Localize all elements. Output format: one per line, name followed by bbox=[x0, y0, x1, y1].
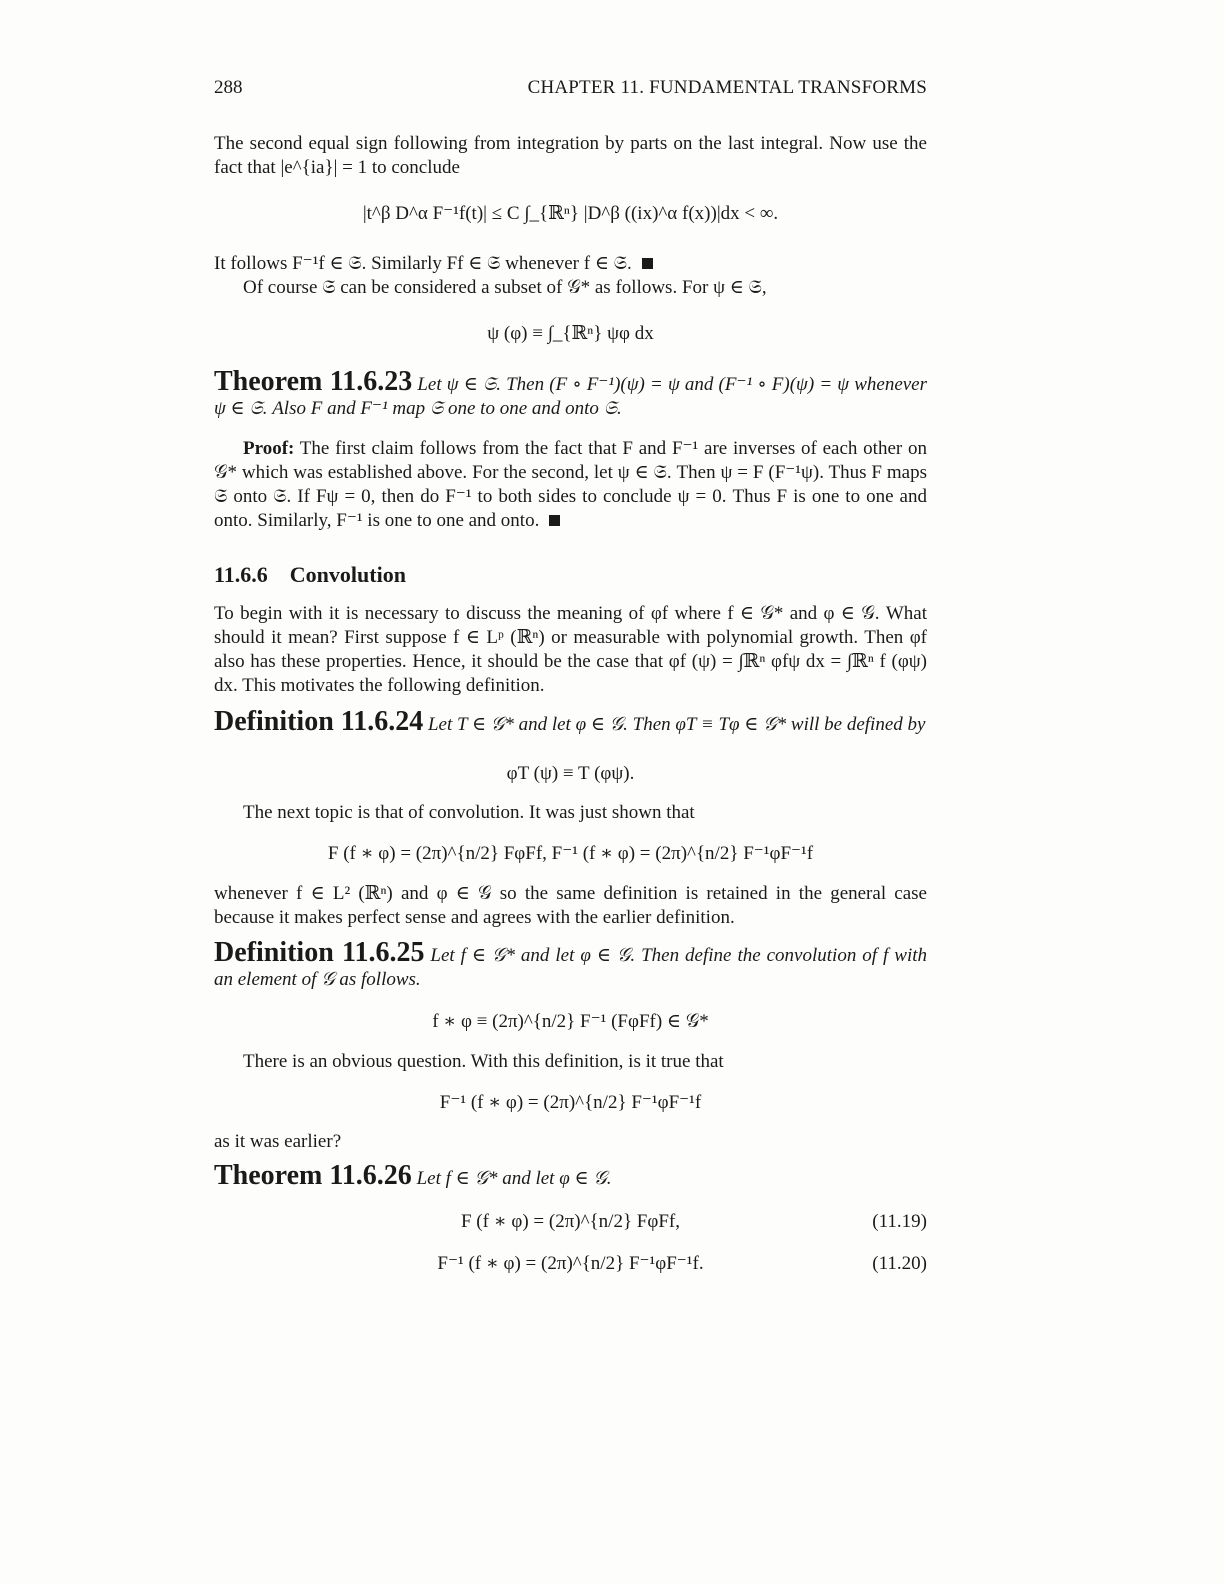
paragraph-subset: Of course 𝔖 can be considered a subset of 𝒢* as follows. For ψ ∈ 𝔖, bbox=[243, 277, 767, 298]
proof-block bbox=[214, 437, 927, 533]
theorem-label: Theorem 11.6.23 bbox=[214, 366, 413, 397]
section-title: Convolution bbox=[289, 562, 406, 587]
equation-psi-phi: ψ (φ) ≡ ∫_{ℝⁿ} ψφ dx bbox=[487, 323, 654, 344]
equation-bound: |t^β D^α F⁻¹f(t)| ≤ C ∫_{ℝⁿ} |D^β ((ix)^α f(x))|dx < ∞. bbox=[362, 203, 779, 224]
qed-symbol bbox=[642, 258, 653, 269]
paragraph-next-topic: The next topic is that of convolution. It was just shown that bbox=[243, 802, 695, 823]
qed-symbol bbox=[549, 515, 560, 526]
section-number: 11.6.6 bbox=[214, 562, 268, 587]
paragraph-whenever: whenever f ∈ L² (ℝⁿ) and φ ∈ 𝒢 so the same definition is retained in the general case because it makes perfect sense and agrees with the earlier definition. bbox=[214, 883, 927, 928]
theorem-text: Let f ∈ 𝒢* and let φ ∈ 𝒢. bbox=[416, 1168, 612, 1189]
definition-11-6-24 bbox=[214, 706, 927, 737]
chapter-title: CHAPTER 11. FUNDAMENTAL TRANSFORMS bbox=[527, 77, 927, 98]
equation-formula: F⁻¹ (f ∗ φ) = (2π)^{n/2} F⁻¹φF⁻¹f. bbox=[437, 1253, 704, 1274]
paragraph-follows: It follows F⁻¹f ∈ 𝔖. Similarly Ff ∈ 𝔖 whenever f ∈ 𝔖. bbox=[214, 252, 927, 276]
definition-text: Let T ∈ 𝒢* and let φ ∈ 𝒢. Then φT ≡ Tφ ∈ 𝒢* will be defined by bbox=[427, 714, 926, 735]
equation-inverse-convolution: F⁻¹ (f ∗ φ) = (2π)^{n/2} F⁻¹φF⁻¹f bbox=[439, 1092, 702, 1113]
equation-formula: F (f ∗ φ) = (2π)^{n/2} FφFf, bbox=[460, 1211, 680, 1232]
paragraph-earlier: as it was earlier? bbox=[214, 1131, 342, 1152]
section-heading bbox=[214, 563, 927, 587]
equation-number: (11.20) bbox=[872, 1253, 927, 1274]
page-number: 288 bbox=[214, 77, 243, 98]
paragraph-meaning: To begin with it is necessary to discuss the meaning of φf where f ∈ 𝒢* and φ ∈ 𝒢. What should it mean? First suppose f ∈ Lᵖ (ℝⁿ) or measurable with polynomial growth. Then φf also has these properties. Hence, it should be the case that φf (ψ) = ∫ℝⁿ φfψ dx = ∫ℝⁿ f (φψ) dx. This motivates the following definition. bbox=[214, 603, 927, 696]
theorem-11-6-23 bbox=[214, 366, 928, 421]
definition-text: Let f ∈ 𝒢* and let φ ∈ 𝒢. Then define the convolution of f with an element of 𝒢 as follows. bbox=[214, 945, 928, 990]
definition-label: Definition 11.6.25 bbox=[214, 937, 425, 968]
equation-number: (11.19) bbox=[872, 1211, 927, 1232]
equation-phi-t: φT (ψ) ≡ T (φψ). bbox=[506, 763, 635, 784]
proof-text: The first claim follows from the fact that F and F⁻¹ are inverses of each other on 𝒢* which was established above. For the second, let ψ ∈ 𝔖. Then ψ = F (F⁻¹ψ). Thus F maps 𝔖 onto 𝔖. If Fψ = 0, then do F⁻¹ to both sides to conclude ψ = 0. Thus F is one to one and onto. Similarly, F⁻¹ is one to one and onto. bbox=[214, 438, 927, 531]
equation-11-20 bbox=[214, 1252, 927, 1276]
definition-label: Definition 11.6.24 bbox=[214, 706, 424, 737]
paragraph-question: There is an obvious question. With this definition, is it true that bbox=[243, 1051, 724, 1072]
definition-11-6-25 bbox=[214, 937, 928, 992]
equation-convolution-def: f ∗ φ ≡ (2π)^{n/2} F⁻¹ (FφFf) ∈ 𝒢* bbox=[432, 1011, 709, 1032]
proof-label: Proof: bbox=[243, 438, 295, 459]
theorem-label: Theorem 11.6.26 bbox=[214, 1160, 412, 1191]
equation-convolution-pair: F (f ∗ φ) = (2π)^{n/2} FφFf, F⁻¹ (f ∗ φ) = (2π)^{n/2} F⁻¹φF⁻¹f bbox=[327, 843, 814, 864]
paragraph-integration: The second equal sign following from integration by parts on the last integral. Now use the fact that |e^{ia}| = 1 to conclude bbox=[214, 133, 927, 178]
theorem-11-6-26 bbox=[214, 1160, 927, 1191]
equation-11-19 bbox=[214, 1210, 927, 1234]
theorem-text: Let ψ ∈ 𝔖. Then (F ∘ F⁻¹)(ψ) = ψ and (F⁻¹ ∘ F)(ψ) = ψ whenever ψ ∈ 𝔖. Also F and F⁻¹ map 𝔖 one to one and onto 𝔖. bbox=[214, 374, 928, 419]
